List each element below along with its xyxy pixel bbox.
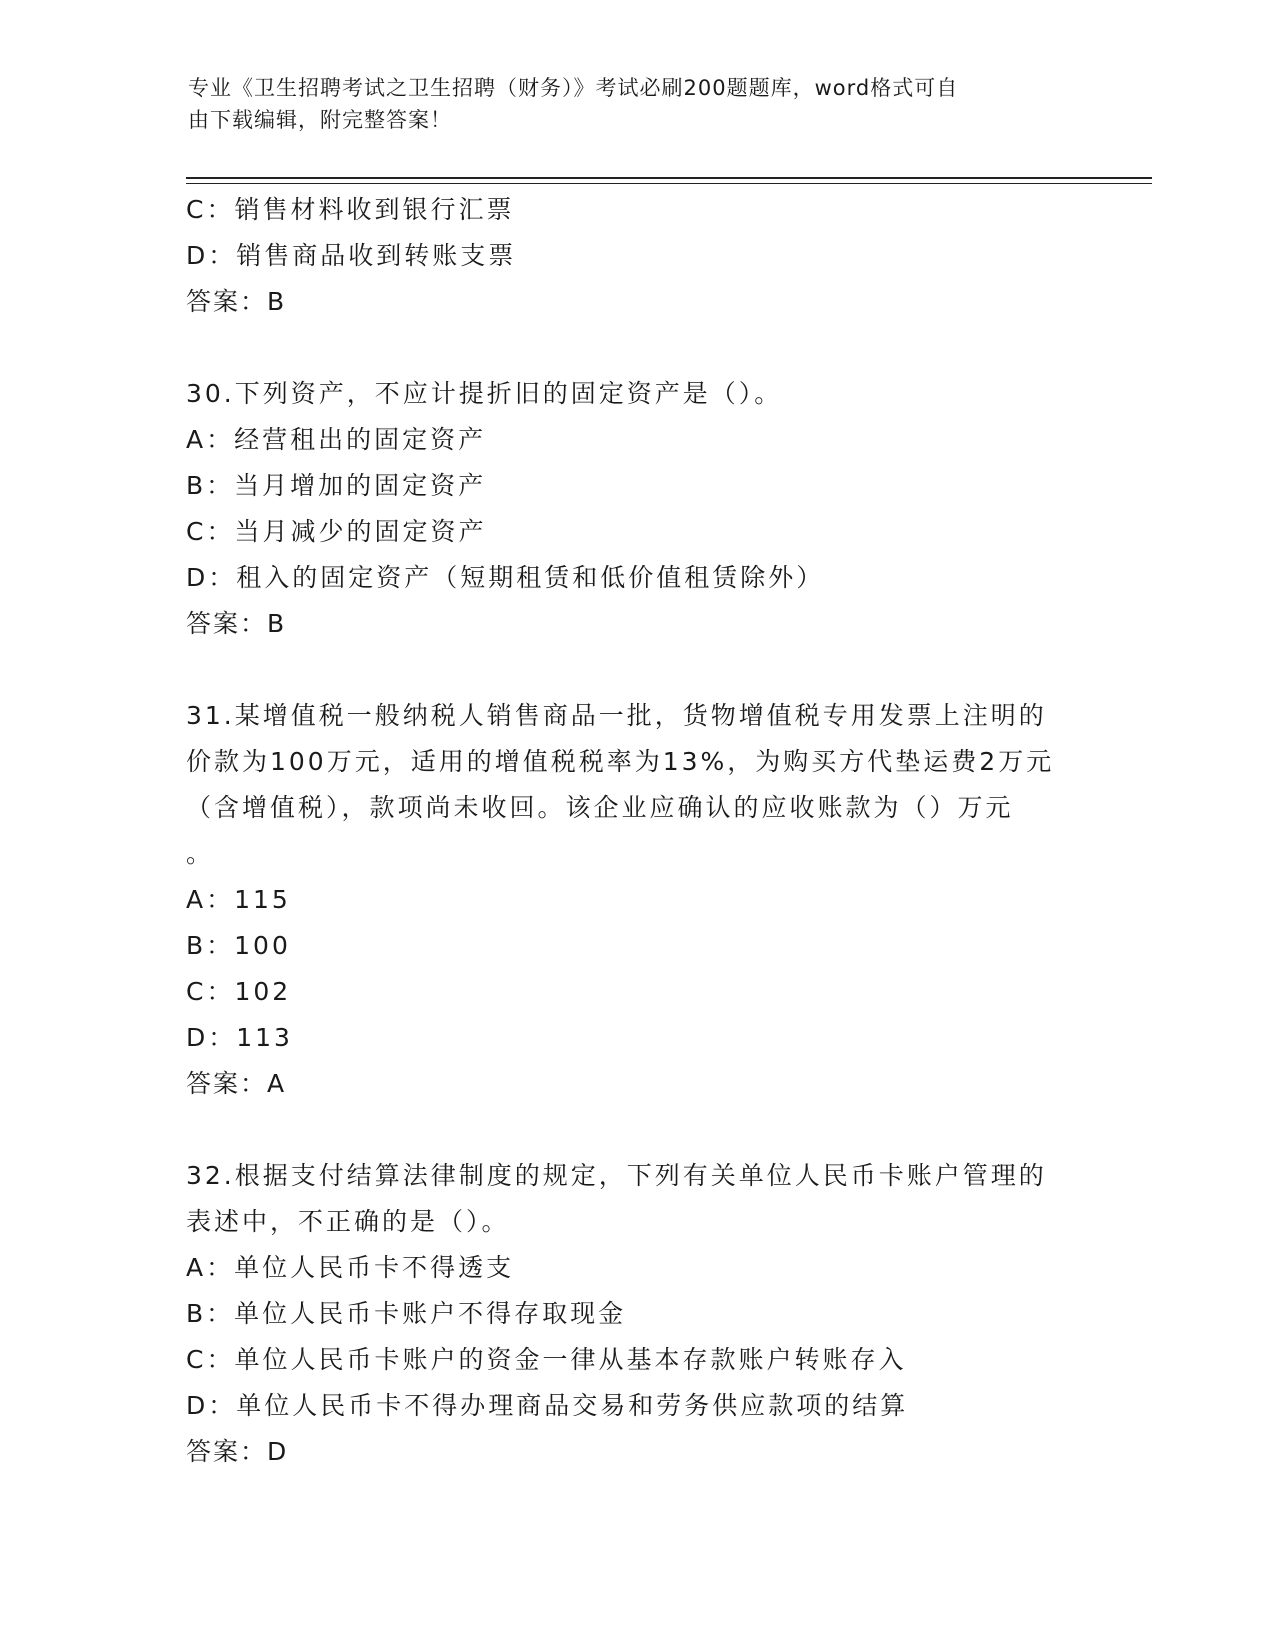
question-32 xyxy=(186,1153,1086,1475)
option-b: B：当月增加的固定资产 xyxy=(186,471,487,500)
header-rule-thick xyxy=(186,177,1152,179)
option-a: A：115 xyxy=(186,885,291,914)
option-b: B：单位人民币卡账户不得存取现金 xyxy=(186,1299,627,1328)
option-c: C：102 xyxy=(186,977,292,1006)
option-c: C：当月减少的固定资产 xyxy=(186,517,487,546)
question-stem-line: 表述中，不正确的是（）。 xyxy=(186,1207,510,1236)
option-a: A：单位人民币卡不得透支 xyxy=(186,1253,515,1282)
question-stem-line: 32.根据支付结算法律制度的规定，下列有关单位人民币卡账户管理的 xyxy=(186,1161,1047,1190)
previous-question-tail xyxy=(186,187,1086,325)
question-stem-line: 31.某增值税一般纳税人销售商品一批，货物增值税专用发票上注明的 xyxy=(186,701,1047,730)
question-stem-line: 价款为100万元，适用的增值税税率为13%，为购买方代垫运费2万元 xyxy=(186,747,1055,776)
header-line-1: 专业《卫生招聘考试之卫生招聘（财务）》考试必刷200题题库，word格式可自 xyxy=(188,76,959,100)
question-31 xyxy=(186,693,1086,1107)
header-rule-thin xyxy=(186,183,1152,184)
question-stem-line: 30.下列资产，不应计提折旧的固定资产是（）。 xyxy=(186,379,783,408)
option-d: D：单位人民币卡不得办理商品交易和劳务供应款项的结算 xyxy=(186,1391,909,1420)
option-d: D：销售商品收到转账支票 xyxy=(186,241,517,270)
option-a: A：经营租出的固定资产 xyxy=(186,425,487,454)
header-line-2: 由下载编辑，附完整答案！ xyxy=(188,108,452,132)
question-stem-line: 。 xyxy=(186,839,215,868)
option-c: C：单位人民币卡账户的资金一律从基本存款账户转账存入 xyxy=(186,1345,907,1374)
option-d: D：租入的固定资产（短期租赁和低价值租赁除外） xyxy=(186,563,825,592)
answer-line: 答案：B xyxy=(186,609,287,638)
question-30 xyxy=(186,371,1086,647)
question-stem-line: （含增值税），款项尚未收回。该企业应确认的应收账款为（）万元 xyxy=(186,793,1014,822)
answer-line: 答案：A xyxy=(186,1069,287,1098)
answer-line: 答案：B xyxy=(186,287,287,316)
option-d: D：113 xyxy=(186,1023,293,1052)
document-body xyxy=(186,187,1086,1475)
answer-line: 答案：D xyxy=(186,1437,289,1466)
option-c: C：销售材料收到银行汇票 xyxy=(186,195,515,224)
document-header xyxy=(188,72,1068,136)
option-b: B：100 xyxy=(186,931,291,960)
